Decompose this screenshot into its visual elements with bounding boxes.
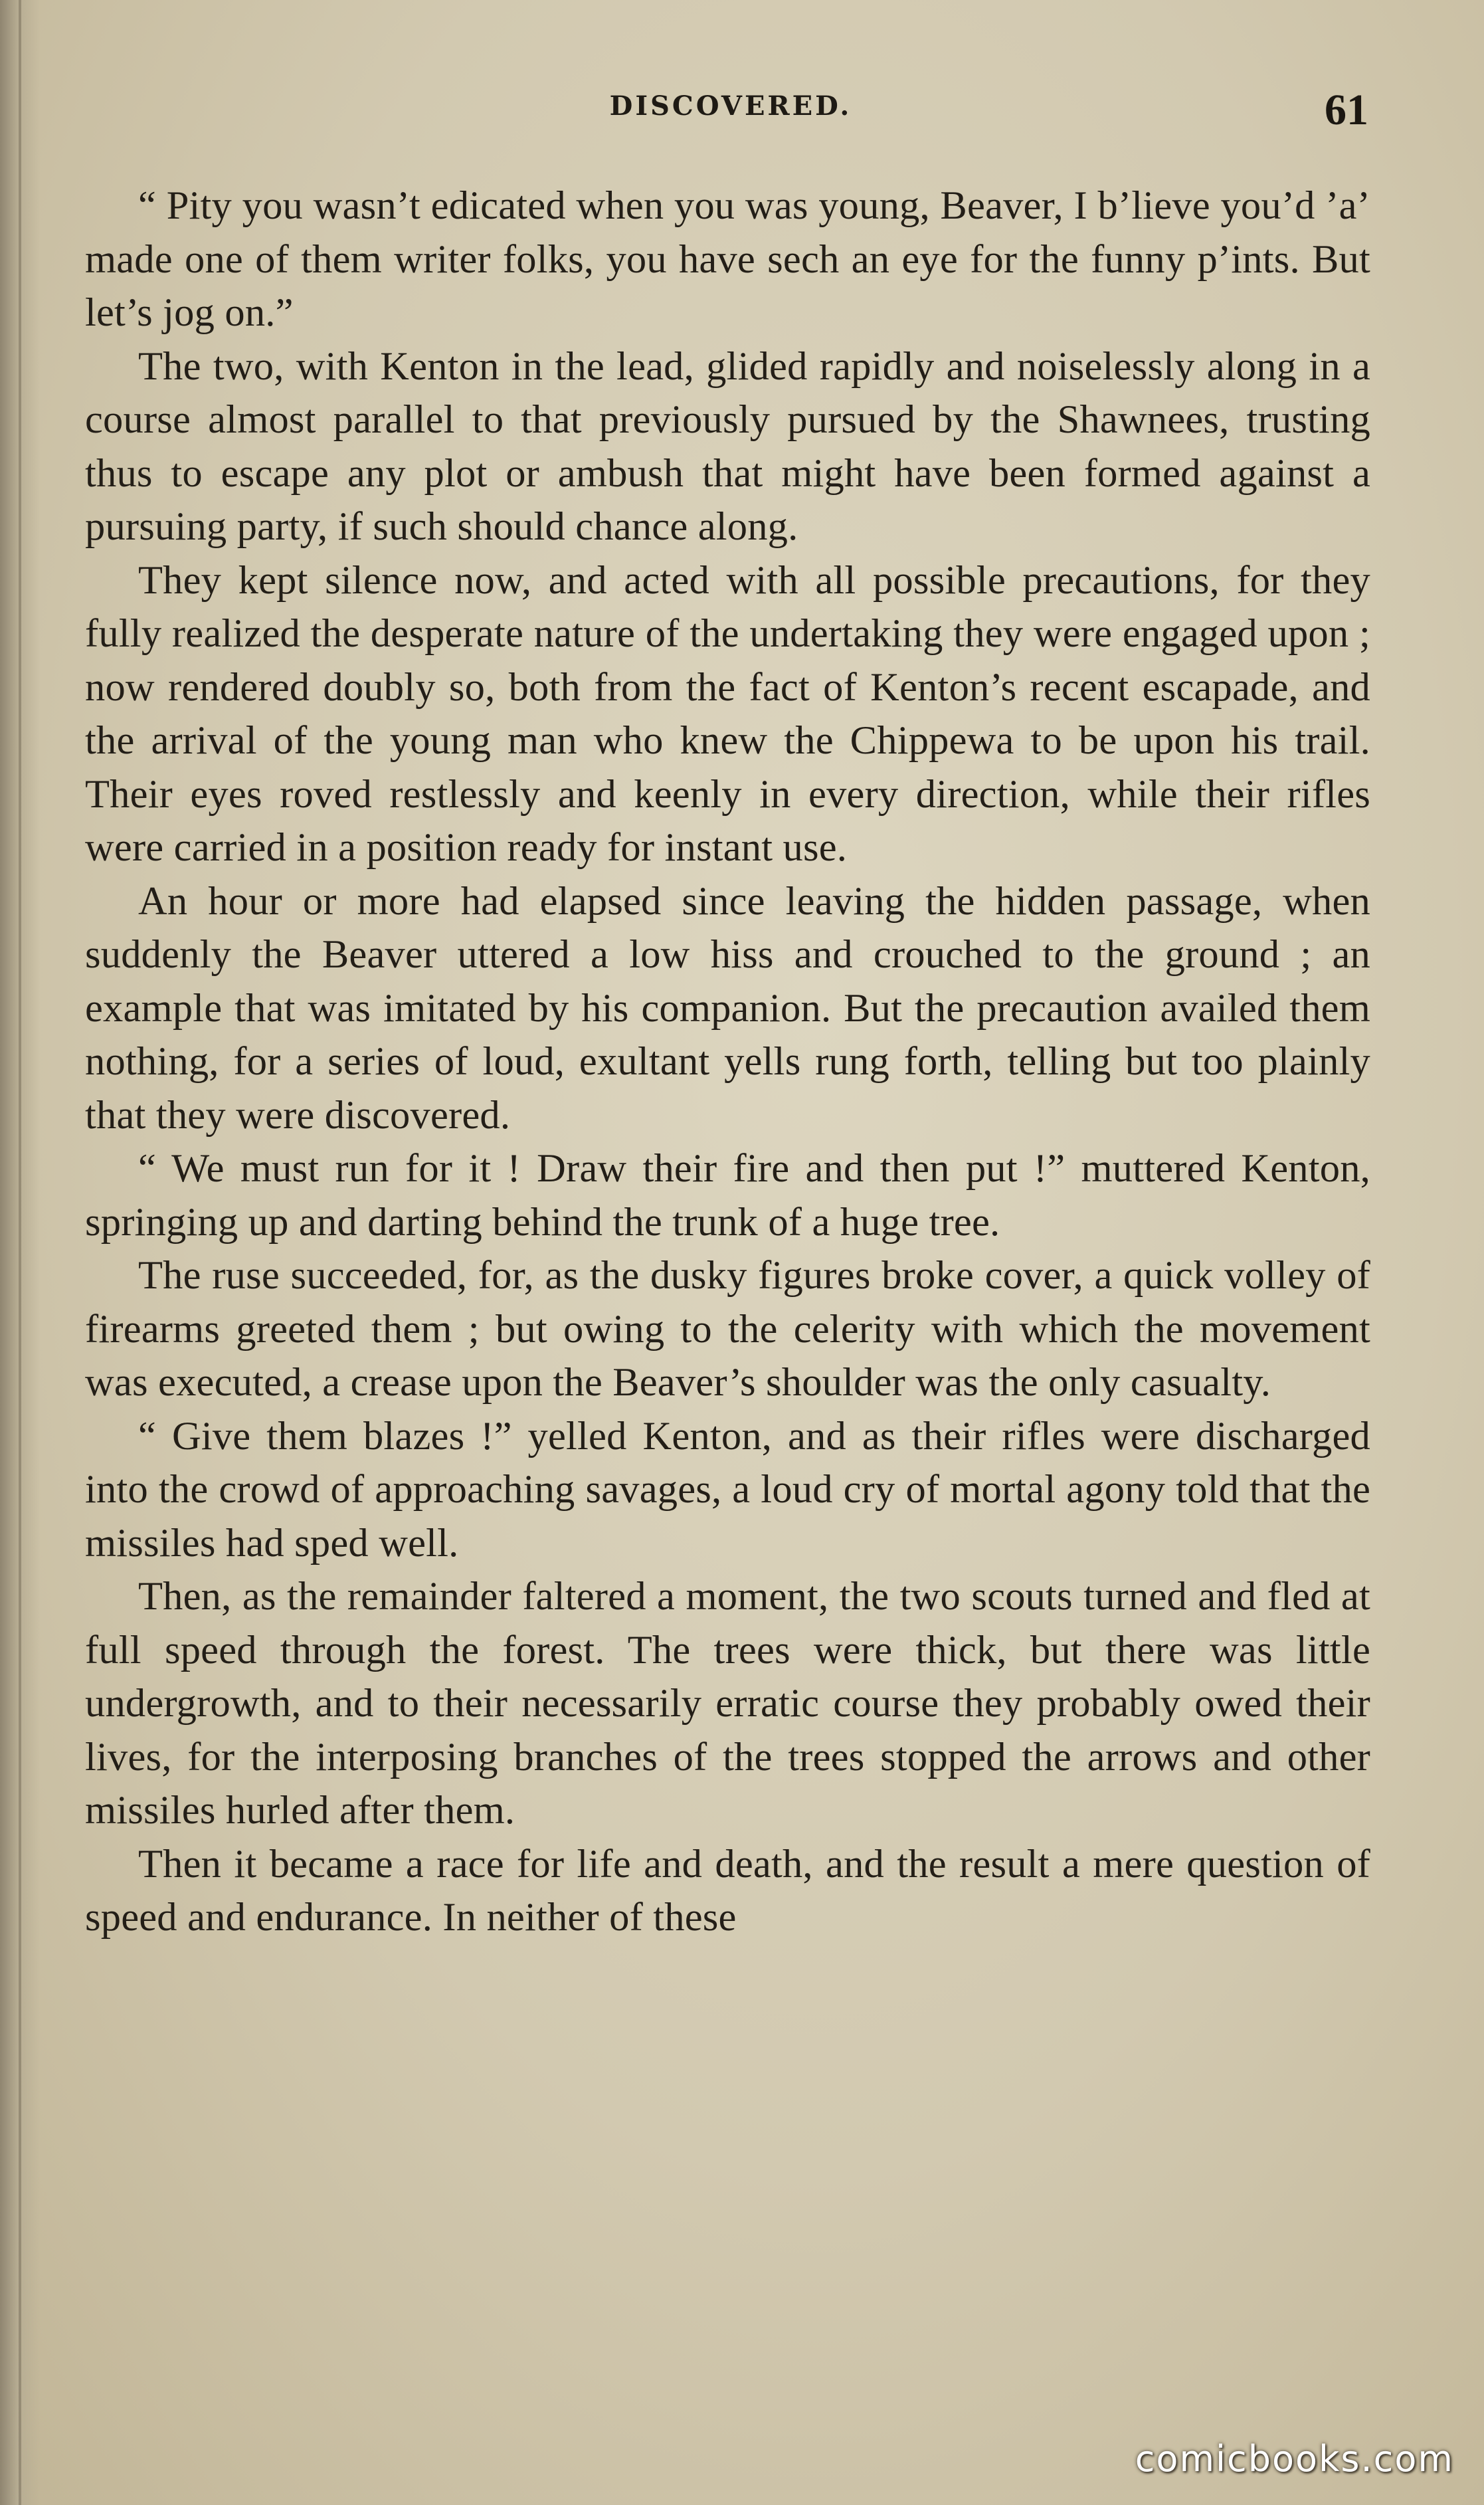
- paragraph: An hour or more had elapsed since leaving the hidden passage, when suddenly the Beaver uttered a low hiss and crouched to the ground ; an example that was imitated by his companion. But the precaution availed them nothing, for a series of loud, exultant yells rung forth, telling but too plainly that they were discovered.: [85, 878, 1370, 1138]
- running-title: DISCOVERED.: [609, 90, 852, 122]
- paragraph: “ Pity you wasn’t edicated when you was young, Beaver, I b’lieve you’d ’a’ made one of them writer folks, you have sech an eye for the funny p’ints. But let’s jog on.”: [85, 183, 1370, 335]
- body-text: [85, 179, 1370, 2326]
- paragraph: The two, with Kenton in the lead, glided rapidly and noiselessly along in a course almost parallel to that previously pursued by the Shawnees, trusting thus to escape any plot or ambush that might have been formed against a pursuing party, if such should chance along.: [85, 344, 1370, 549]
- paragraph: Then it became a race for life and death, and the result a mere question of speed and endurance. In neither of these: [85, 1841, 1370, 1940]
- paragraph: The ruse succeeded, for, as the dusky figures broke cover, a quick volley of firearms greeted them ; but owing to the celerity with which the movement was executed, a crease upon the Beaver’s shoulder was the only casualty.: [85, 1253, 1370, 1405]
- page-number: 61: [1325, 86, 1368, 134]
- running-head: [93, 85, 1368, 138]
- paragraph: “ We must run for it ! Draw their fire and then put !” muttered Kenton, springing up and darting behind the trunk of a huge tree.: [85, 1146, 1370, 1245]
- paragraph: Then, as the remainder faltered a moment, the two scouts turned and fled at full speed through the forest. The trees were thick, but there was little undergrowth, and to their necessarily erratic course they probably owed their lives, for the interposing branches of the trees stopped the arrows and other missiles hurled after them.: [85, 1574, 1370, 1833]
- watermark: comicbooks.com: [1135, 2438, 1454, 2480]
- page-binding-edge: [19, 0, 21, 2505]
- paragraph: They kept silence now, and acted with all possible precautions, for they fully realized the desperate nature of the undertaking they were engaged upon ; now rendered doubly so, both from the fact of Kenton’s recent escapade, and the arrival of the young man who knew the Chippewa to be upon his trail. Their eyes roved restlessly and keenly in every direction, while their rifles were carried in a position ready for instant use.: [85, 557, 1370, 870]
- paragraph: “ Give them blazes !” yelled Kenton, and as their rifles were discharged into the crowd of approaching savages, a loud cry of mortal agony told that the missiles had sped well.: [85, 1413, 1370, 1565]
